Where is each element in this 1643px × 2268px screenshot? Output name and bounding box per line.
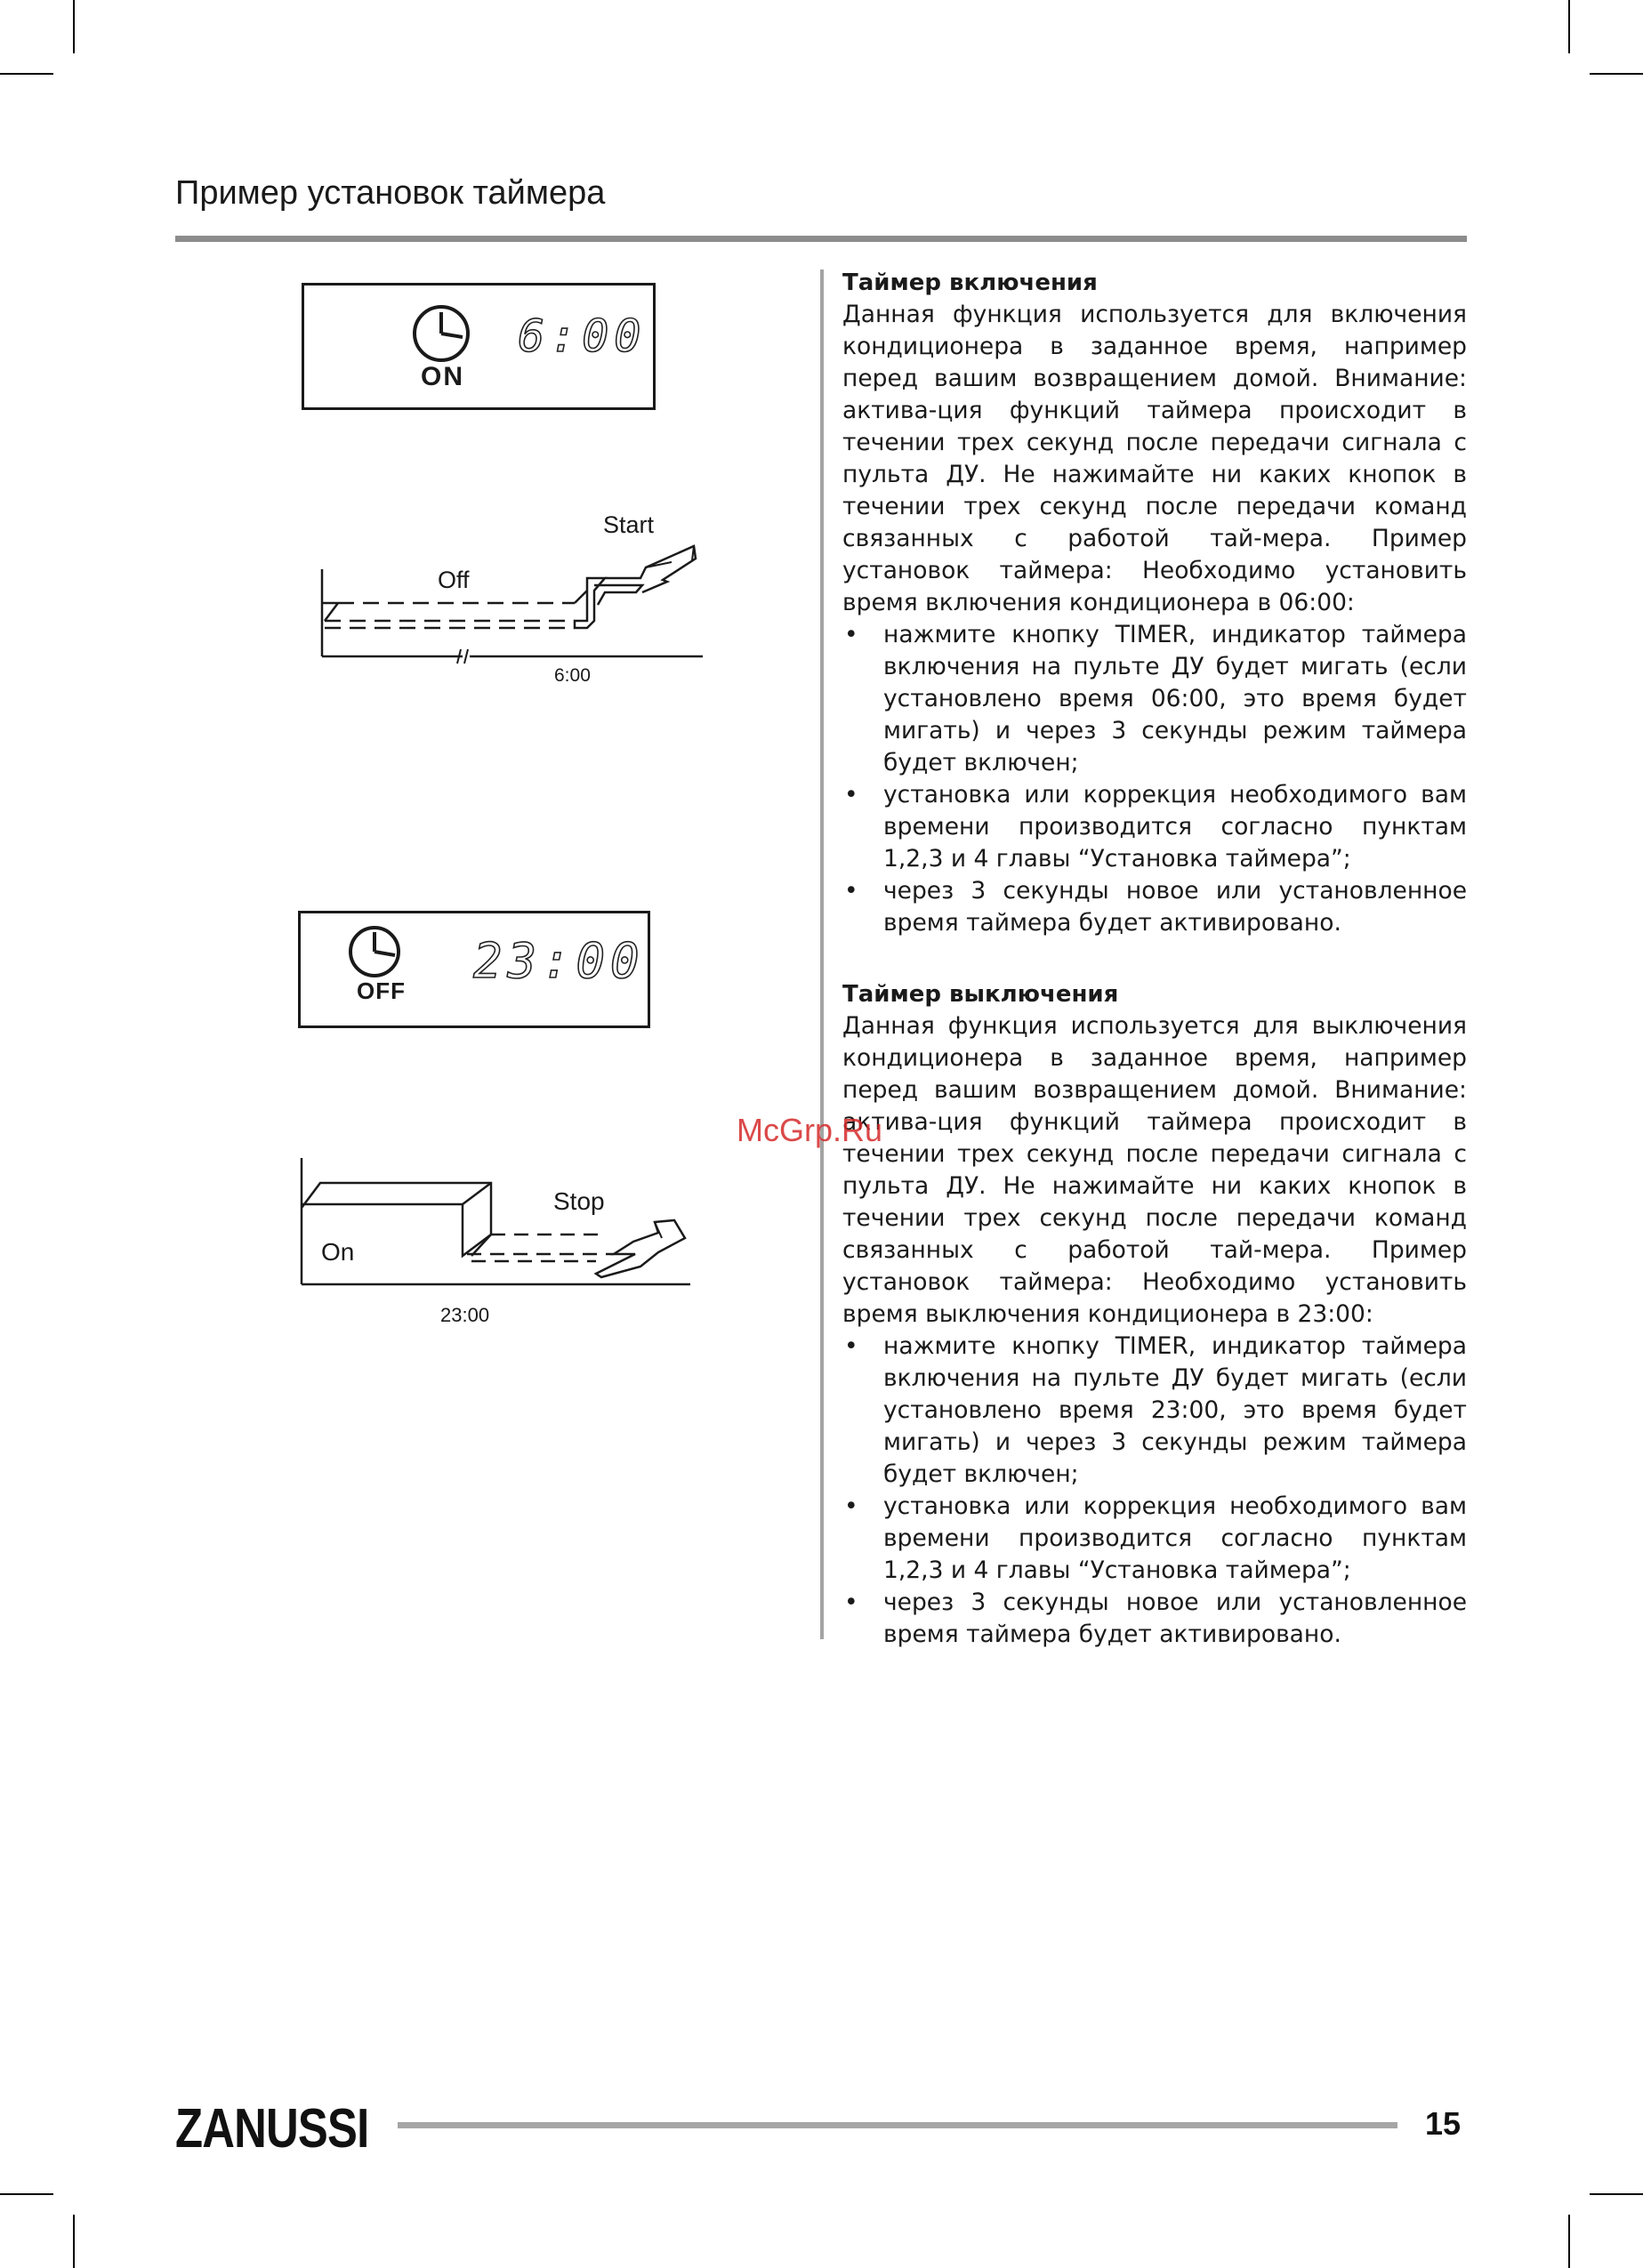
page-title: Пример установок таймера: [175, 174, 606, 212]
lcd-time: 23:00: [473, 933, 645, 989]
list-item-text: через 3 секунды новое или установленное время таймера будет активировано.: [883, 877, 1467, 937]
label-stop: Stop: [553, 1187, 605, 1215]
crop-mark: [73, 2215, 75, 2268]
timer-off-chart: [294, 1147, 703, 1299]
list-item-text: через 3 секунды новое или установленное время таймера будет активировано.: [883, 1588, 1467, 1648]
list-item: [842, 1587, 1467, 1651]
timer-mode-label: ON: [421, 362, 464, 391]
timer-off-display: [298, 911, 650, 1028]
list-item-text: нажмите кнопку TIMER, индикатор таймера включения на пульте ДУ будет мигать (если установлено время 23:00, это время будет мигать) и через 3 секунды режим таймера будет включен;: [883, 1332, 1467, 1488]
bullet: •: [844, 781, 858, 808]
lcd-time: 6:00: [518, 310, 647, 362]
bullet-list: [842, 619, 1467, 939]
list-item-text: установка или коррекция необходимого вам времени производится согласно пунктам 1,2,3 и 4 главы “Установка таймера”;: [883, 781, 1467, 873]
list-item: [842, 619, 1467, 779]
label-start: Start: [603, 511, 655, 538]
label-on: On: [321, 1238, 355, 1266]
crop-mark: [1590, 73, 1643, 75]
watermark: McGrp.Ru: [737, 1112, 883, 1148]
section-paragraph: Данная функция используется для включения кондиционера в заданное время, например перед вашим возвращением домой. Внимание: актива-ция функций таймера происходит в течении трех секунд после передачи сигнала с пульта ДУ. Не нажимайте ни каких кнопок в течении трех секунд после передачи команд связанных с работой тай-мера. Пример установок таймера: Необходимо установить время включения кондиционера в 06:00:: [842, 301, 1467, 616]
crop-mark: [73, 0, 75, 53]
footer-rule: [398, 2122, 1397, 2128]
axis-time-label: 23:00: [440, 1304, 490, 1326]
bullet-list: [842, 1331, 1467, 1651]
timer-on-display: [302, 283, 656, 410]
timer-mode-label: OFF: [357, 977, 406, 1004]
page-number: 15: [1425, 2105, 1462, 2142]
title-rule: [175, 236, 1467, 242]
list-item: [842, 779, 1467, 875]
list-item-text: нажмите кнопку TIMER, индикатор таймера включения на пульте ДУ будет мигать (если установлено время 06:00, это время будет мигать) и через 3 секунды режим таймера будет включен;: [883, 621, 1467, 776]
bullet: •: [844, 1588, 858, 1616]
column-divider: [820, 269, 824, 1639]
crop-mark: [1590, 2193, 1643, 2195]
bullet: •: [844, 1492, 858, 1520]
crop-mark: [1568, 0, 1570, 53]
label-off: Off: [438, 567, 470, 593]
list-item: [842, 1491, 1467, 1587]
axis-time-label: 6:00: [554, 665, 591, 686]
list-item: [842, 1331, 1467, 1491]
crop-mark: [1568, 2215, 1570, 2268]
section-heading: Таймер выключения: [842, 981, 1119, 1008]
section-gap: [842, 939, 1467, 978]
clock-icon: [411, 303, 473, 366]
bullet: •: [844, 621, 858, 648]
list-item: [842, 875, 1467, 939]
clock-icon: [348, 925, 403, 980]
section-heading: Таймер включения: [842, 269, 1098, 296]
text-column: [842, 267, 1467, 1651]
bullet: •: [844, 877, 858, 905]
crop-mark: [0, 2193, 53, 2195]
crop-mark: [0, 73, 53, 75]
brand-logo: ZANUSSI: [175, 2098, 369, 2159]
section-paragraph: Данная функция используется для выключения кондиционера в заданное время, например перед вашим возвращением домой. Внимание: актива-ция функций таймера происходит в течении трех секунд после передачи сигнала с пульта ДУ. Не нажимайте ни каких кнопок в течении трех секунд после передачи команд связанных с работой тай-мера. Пример установок таймера: Необходимо установить время выключения кондиционера в 23:00:: [842, 1012, 1467, 1328]
bullet: •: [844, 1332, 858, 1360]
list-item-text: установка или коррекция необходимого вам времени производится согласно пунктам 1,2,3 и 4 главы “Установка таймера”;: [883, 1492, 1467, 1584]
